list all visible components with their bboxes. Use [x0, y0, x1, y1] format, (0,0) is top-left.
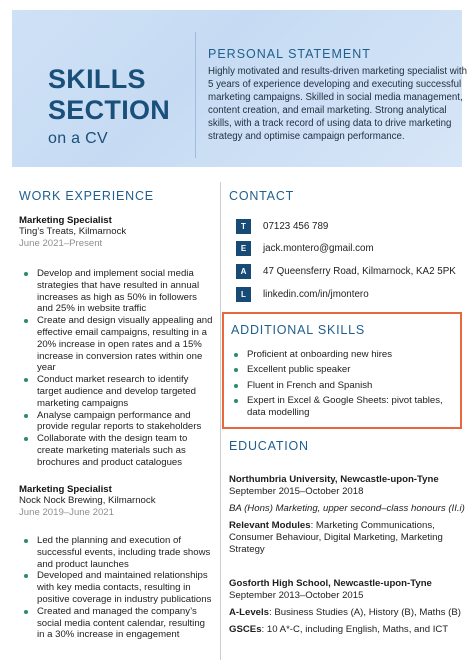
list-item: Developed and maintained relationships with key media contacts, resulting in positive coverage in industry publications [19, 570, 215, 605]
job-bullets [19, 535, 215, 641]
email-icon: E [236, 241, 251, 256]
alevels-text: : Business Studies (A), History (B), Maths (B) [269, 607, 461, 618]
green-dot-icon [234, 399, 238, 403]
contact-linkedin-text: linkedin.com/in/jmontero [263, 289, 369, 300]
list-item: Led the planning and execution of successful events, including trade shows and product launches [19, 535, 215, 570]
title-line-2: SECTION [48, 95, 171, 125]
list-item: Expert in Excel & Google Sheets: pivot tables, data modelling [229, 395, 457, 419]
gcses-label: GSCEs [229, 624, 262, 635]
job-company: Nock Nock Brewing, Kilmarnock [19, 495, 156, 506]
list-item: Develop and implement social media strategies that have resulted in annual increases as high as 50% in followers and 25% in website traffic [19, 268, 215, 315]
list-item: Proficient at onboarding new hires [229, 349, 457, 361]
green-dot-icon [234, 384, 238, 388]
list-item: Create and design visually appealing and effective email campaigns, resulting in a 20% increase in open rates and a 15% increase in conversion rates within one year [19, 315, 215, 374]
list-item: Fluent in French and Spanish [229, 380, 457, 392]
green-dot-icon [24, 610, 28, 614]
green-dot-icon [24, 272, 28, 276]
alevels-label: A-Levels [229, 607, 269, 618]
job-title: Marketing Specialist [19, 215, 112, 226]
education-school [229, 578, 465, 636]
contact-email-text: jack.montero@gmail.com [263, 243, 374, 254]
modules-label: Relevant Modules [229, 520, 311, 531]
job-entry-2 [19, 484, 215, 641]
contact-phone-text: 07123 456 789 [263, 221, 329, 232]
contact-phone [236, 219, 328, 234]
contact-address-text: 47 Queensferry Road, Kilmarnock, KA2 5PK [263, 266, 456, 277]
contact-address [236, 264, 456, 279]
cv-title-block [48, 64, 196, 148]
work-experience-heading: WORK EXPERIENCE [19, 189, 154, 203]
green-dot-icon [24, 437, 28, 441]
job-entry-1 [19, 215, 215, 469]
education-dates: September 2015–October 2018 [229, 486, 364, 497]
job-company: Ting’s Treats, Kilmarnock [19, 226, 127, 237]
contact-heading: CONTACT [229, 189, 295, 203]
contact-linkedin [236, 287, 369, 302]
personal-statement-text: Highly motivated and results-driven marketing specialist with 5 years of experience developing and executing successful marketing campaigns. Skilled in social media management, content creation, and email marketing. Strong analytical skills, with a track record of using data to drive marketing strategy and optimise campaign performance. [208, 66, 467, 143]
list-item: Collaborate with the design team to create marketing materials such as brochures and product catalogues [19, 433, 215, 468]
green-dot-icon [234, 353, 238, 357]
list-item: Created and managed the company’s social media content calendar, resulting in a 30% increase in engagement [19, 606, 215, 641]
green-dot-icon [24, 539, 28, 543]
green-dot-icon [234, 368, 238, 372]
gcses-text: : 10 A*-C, including English, Maths, and ICT [261, 624, 449, 635]
column-divider [220, 182, 221, 660]
job-bullets [19, 268, 215, 469]
header-banner [12, 10, 467, 167]
list-item: Analyse campaign performance and provide regular reports to stakeholders [19, 410, 215, 434]
phone-icon: T [236, 219, 251, 234]
title-line-1: SKILLS [48, 64, 146, 94]
list-item: Conduct market research to identify target audience and develop targeted marketing campaigns [19, 374, 215, 409]
degree: BA (Hons) Marketing, upper second–class honours (II.i) [229, 503, 465, 514]
modules-text: : Marketing Communications, Consumer Behaviour, Digital Marketing, Marketing Strategy [229, 520, 443, 555]
gcses [229, 624, 465, 636]
skills-list [229, 349, 457, 423]
job-title: Marketing Specialist [19, 484, 112, 495]
institution-name: Northumbria University, Newcastle-upon-Tyne [229, 474, 439, 485]
education-heading: EDUCATION [229, 439, 309, 453]
contact-email [236, 241, 374, 256]
green-dot-icon [24, 414, 28, 418]
address-icon: A [236, 264, 251, 279]
job-dates: June 2021–Present [19, 238, 103, 249]
relevant-modules [229, 520, 465, 556]
additional-skills-box [222, 312, 462, 429]
list-item: Excellent public speaker [229, 364, 457, 376]
green-dot-icon [24, 378, 28, 382]
additional-skills-heading: ADDITIONAL SKILLS [231, 323, 366, 337]
green-dot-icon [24, 574, 28, 578]
education-university [229, 474, 465, 556]
linkedin-icon: L [236, 287, 251, 302]
header-divider [195, 32, 196, 158]
title-subtitle: on a CV [48, 130, 108, 147]
a-levels [229, 607, 465, 619]
personal-statement-heading: PERSONAL STATEMENT [208, 47, 371, 61]
institution-name: Gosforth High School, Newcastle-upon-Tyne [229, 578, 432, 589]
green-dot-icon [24, 319, 28, 323]
job-dates: June 2019–June 2021 [19, 507, 114, 518]
education-dates: September 2013–October 2015 [229, 590, 364, 601]
